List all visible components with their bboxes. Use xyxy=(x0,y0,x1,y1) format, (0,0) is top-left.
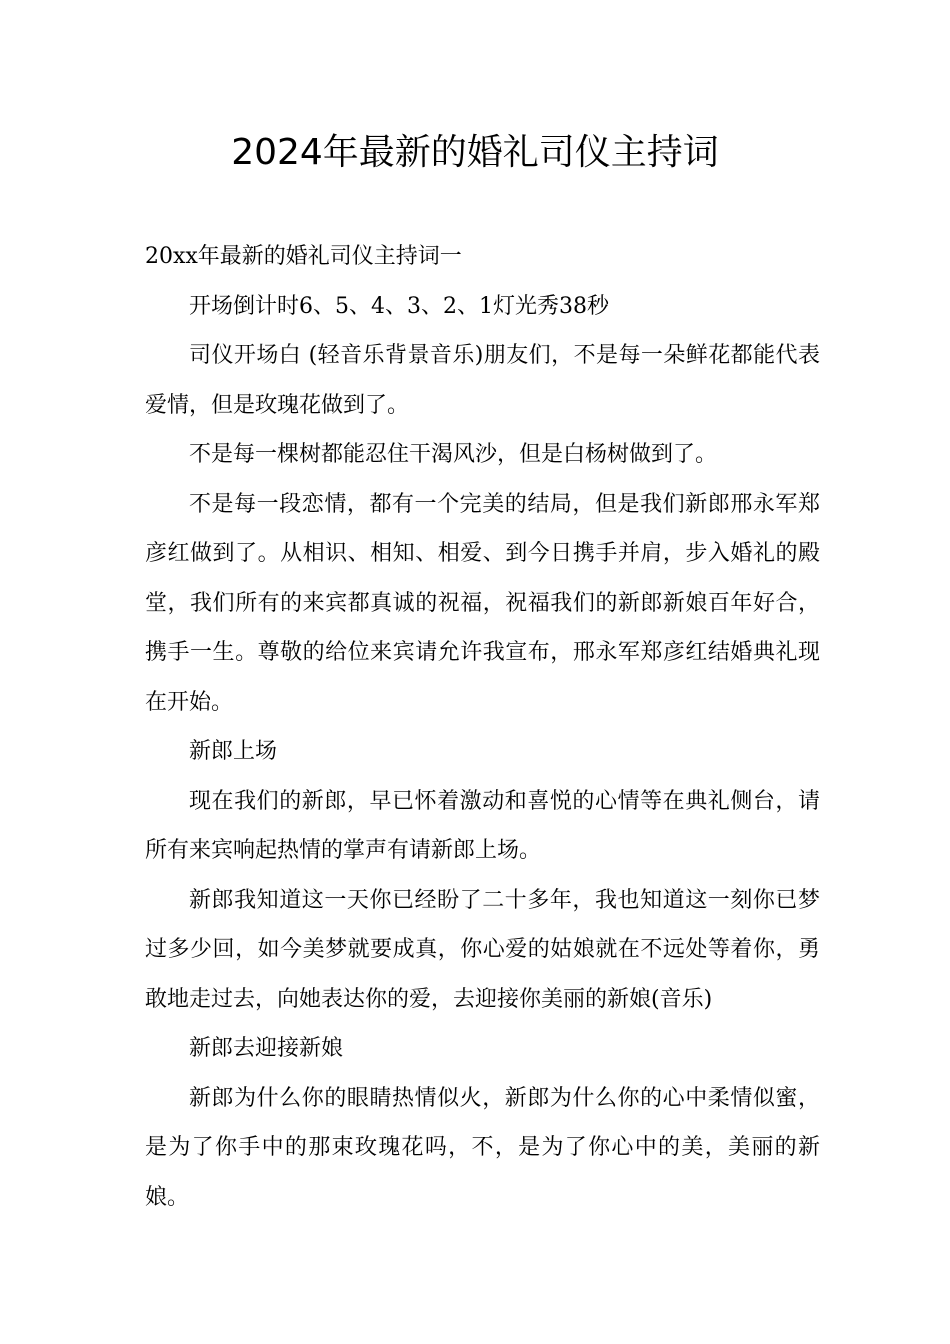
paragraph-romance: 不是每一段恋情，都有一个完美的结局，但是我们新郎邢永军郑彦红做到了。从相识、相知、相爱、到今日携手并肩，步入婚礼的殿堂，我们所有的来宾都真诚的祝福，祝福我们的新郎新娘百年好合，携手一生。尊敬的给位来宾请允许我宣布，邢永军郑彦红结婚典礼现在开始。 xyxy=(145,491,820,715)
paragraph-subtitle: 20xx年最新的婚礼司仪主持词一 xyxy=(145,244,462,269)
paragraph-greet-bride-heading: 新郎去迎接新娘 xyxy=(189,1036,344,1061)
paragraph-groom-entrance-heading: 新郎上场 xyxy=(189,739,278,764)
paragraph-groom-question: 新郎为什么你的眼睛热情似火，新郎为什么你的心中柔情似蜜，是为了你手中的那束玫瑰花吗，不，是为了你心中的美，美丽的新娘。 xyxy=(145,1085,820,1210)
document-title: 2024年最新的婚礼司仪主持词 xyxy=(231,132,719,173)
paragraph-groom-entrance: 现在我们的新郎，早已怀着激动和喜悦的心情等在典礼侧台，请所有来宾响起热情的掌声有请新郎上场。 xyxy=(145,788,820,863)
paragraph-countdown: 开场倒计时6、5、4、3、2、1灯光秀38秒 xyxy=(189,293,609,319)
paragraph-poplar: 不是每一棵树都能忍住干渴风沙，但是白杨树做到了。 xyxy=(189,442,718,467)
paragraph-opening: 司仪开场白 (轻音乐背景音乐)朋友们，不是每一朵鲜花都能代表爱情，但是玫瑰花做到了。 xyxy=(145,343,820,418)
paragraph-groom-dream: 新郎我知道这一天你已经盼了二十多年，我也知道这一刻你已梦过多少回，如今美梦就要成真，你心爱的姑娘就在不远处等着你，勇敢地走过去，向她表达你的爱，去迎接你美丽的新娘(音乐) xyxy=(145,887,820,1012)
document-body xyxy=(145,232,820,1222)
